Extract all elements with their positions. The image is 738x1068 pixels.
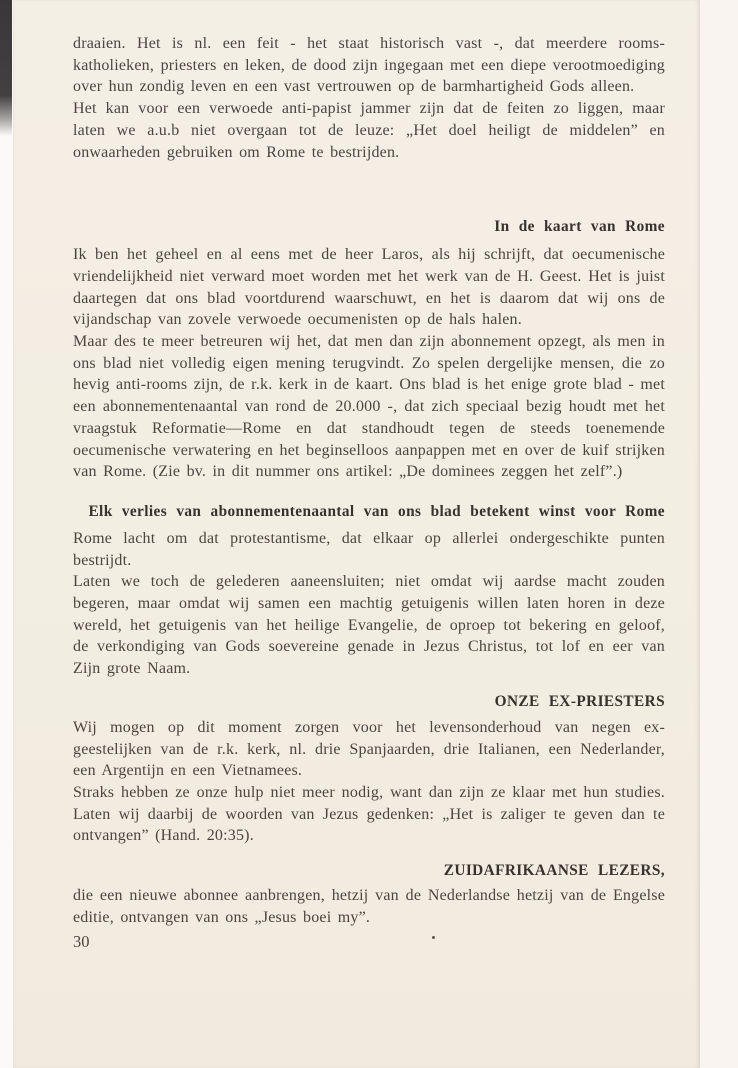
section-heading-zuidafrikaanse-lezers: ZUIDAFRIKAANSE LEZERS, — [443, 862, 665, 880]
paragraph-laros: Ik ben het geheel en al eens met de heer Laros, als hij schrijft, dat oecumenische vriendelijkheid niet verward moet worden met het werk van de H. Geest. Het is juist daartegen dat ons blad voortdurend waarschuwt, en het is daarom dat wij ons de vijandschap van zovele verwoede oecumenisten op de hals halen. — [73, 246, 665, 329]
paragraph-studies: Straks hebben ze onze hulp niet meer nodig, want dan zijn ze klaar met hun studies. Laten wij daarbij de woorden van Jezus gedenken: „Het is zaliger te geven dan te ontvangen” (Hand. 20:35). — [73, 783, 665, 845]
paragraph-draaien: draaien. Het is nl. een feit - het staat historisch vast -, dat meerdere rooms-katholieken, priesters en leken, de dood zijn ingegaan met een diepe verootmoediging over hun zondig leven en een vast vertrouwen op de barmhartigheid Gods alleen. — [73, 35, 665, 96]
section-heading-elk-verlies: Elk verlies van abonnementenaantal van ons blad betekent winst voor Rome — [88, 502, 665, 520]
scan-speckle — [432, 936, 435, 939]
paragraph-abonnement: Maar des te meer betreuren wij het, dat men dan zijn abonnement opzegt, als men in ons blad niet volledig eigen mening terugvindt. Zo spelen dergelijke mensen, die zo hevig anti-rooms zijn, de r.k. kerk in de kaart. Ons blad is het enige grote blad - met een abonnementenaantal van rond de 20.000 -, dat zich speciaal bezig houdt met het vraagstuk Reformatie—Rome en dat standhoudt tegen de steeds toenemende oecumenische verwatering en het beginselloos aanpappen met en over de kuif strijken van Rome. (Zie bv. in dit nummer ons artikel: „De dominees zeggen het zelf”.) — [73, 333, 665, 481]
page-number: 30 — [73, 931, 90, 951]
section-heading-in-de-kaart-van-rome: In de kaart van Rome — [494, 218, 665, 236]
binding-shadow — [0, 0, 12, 136]
paragraph-anti-papist: Het kan voor een verwoede anti-papist jammer zijn dat de feiten zo liggen, maar laten we a.u.b niet overgaan tot de leuze: „Het doel heiligt de middelen” en onwaarheden gebruiken om Rome te bestrijden. — [73, 100, 665, 161]
page — [13, 0, 700, 1068]
paragraph-rome-lacht: Rome lacht om dat protestantisme, dat elkaar op allerlei ondergeschikte punten bestrijdt. — [73, 529, 665, 569]
scan-edge-right — [700, 0, 738, 1068]
scan-edge-left — [0, 0, 13, 1068]
paragraph-levensonderhoud: Wij mogen op dit moment zorgen voor het levensonderhoud van negen ex-geestelijken van de r.k. kerk, nl. drie Spanjaarden, drie Italianen, een Nederlander, een Argentijn en een Vietnamees. — [73, 718, 665, 780]
paragraph-gelederen: Laten we toch de gelederen aaneensluiten; niet omdat wij aardse macht zouden begeren, maar omdat wij samen een machtig getuigenis willen laten horen in deze wereld, het getuigenis van het heilige Evangelie, de oproep tot bekering en geloof, de verkondiging van Gods soevereine genade in Jezus Christus, tot lof en eer van Zijn grote Naam. — [73, 573, 665, 678]
paragraph-abonnee: die een nieuwe abonnee aanbrengen, hetzij van de Nederlandse hetzij van de Engelse editie, ontvangen van ons „Jesus boei my”. — [73, 887, 665, 926]
section-heading-onze-ex-priesters: ONZE EX-PRIESTERS — [494, 692, 665, 710]
